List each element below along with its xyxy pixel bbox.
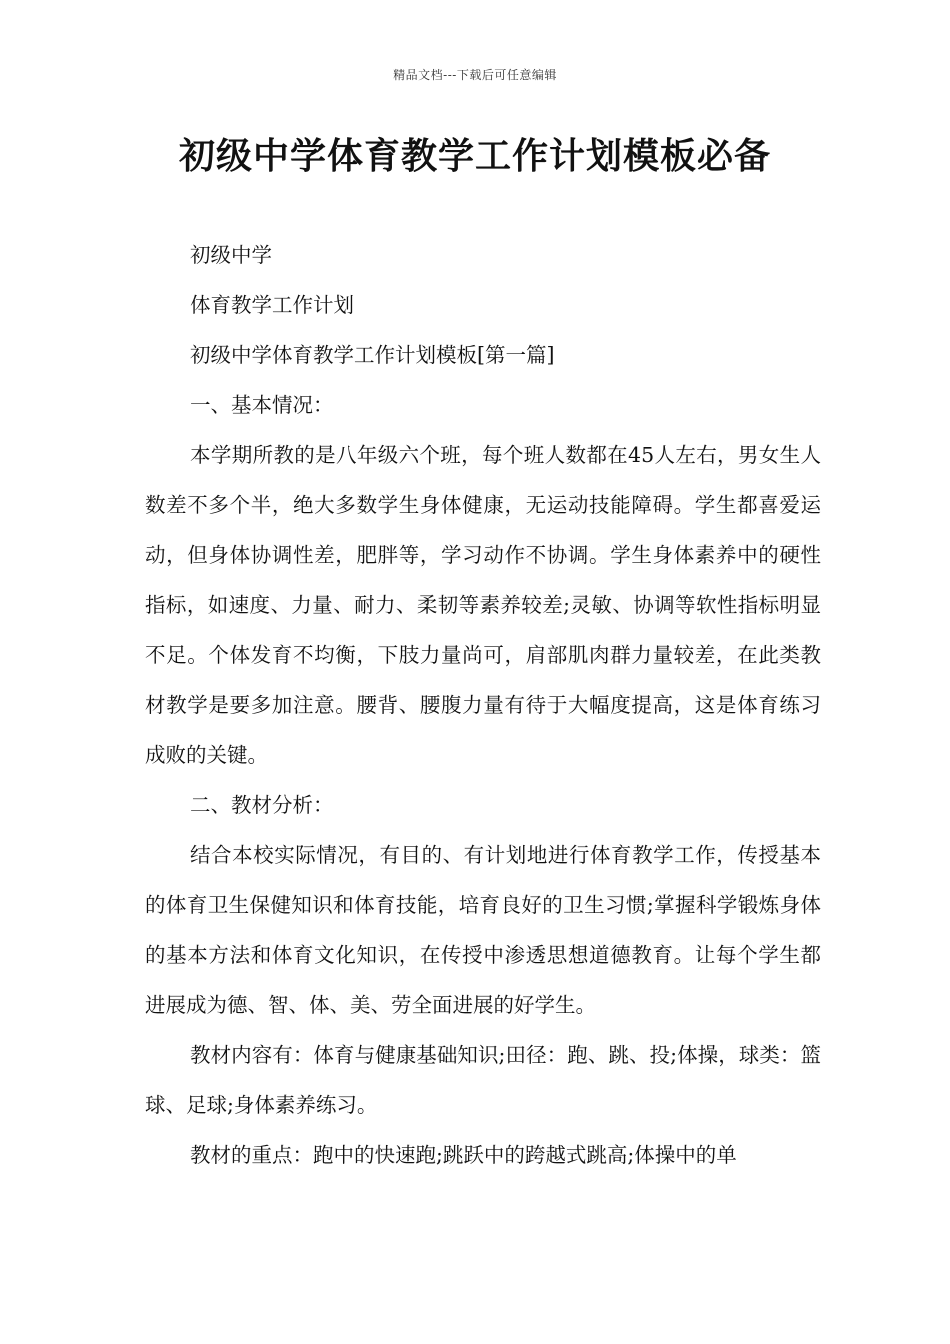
paragraph-basic-situation: 本学期所教的是八年级六个班，每个班人数都在45人左右，男女生人数差不多个半，绝大多数学生身体健康，无运动技能障碍。学生都喜爱运动，但身体协调性差，肥胖等，学习动作不协调。学生身体素养中的硬性指标，如速度、力量、耐力、柔韧等素养较差;灵敏、协调等软性指标明显不足。个体发育不均衡，下肢力量尚可，肩部肌肉群力量较差，在此类教材教学是要多加注意。腰背、腰腹力量有待于大幅度提高，这是体育练习成败的关键。 <box>145 443 821 767</box>
header-note: 精品文档---下载后可任意编辑 <box>393 68 557 82</box>
paragraph-school: 初级中学 <box>190 243 272 267</box>
paragraph-material-focus: 教材的重点：跑中的快速跑;跳跃中的跨越式跳高;体操中的单 <box>190 1143 737 1167</box>
paragraph-material-analysis: 结合本校实际情况，有目的、有计划地进行体育教学工作，传授基本的体育卫生保健知识和体育技能，培育良好的卫生习惯;掌握科学锻炼身体的基本方法和体育文化知识，在传授中渗透思想道德教育。让每个学生都进展成为德、智、体、美、劳全面进展的好学生。 <box>145 843 821 1017</box>
paragraph-material-content: 教材内容有：体育与健康基础知识;田径：跑、跳、投;体操，球类：篮球、足球;身体素养练习。 <box>145 1043 821 1117</box>
paragraph-section-title: 初级中学体育教学工作计划模板[第一篇] <box>190 343 555 367</box>
heading-basic-situation: 一、基本情况： <box>190 393 334 417</box>
paragraph-subject: 体育教学工作计划 <box>190 293 354 317</box>
document-body <box>145 230 821 1180</box>
document-title: 初级中学体育教学工作计划模板必备 <box>178 136 771 177</box>
heading-material-analysis: 二、教材分析： <box>190 793 334 817</box>
